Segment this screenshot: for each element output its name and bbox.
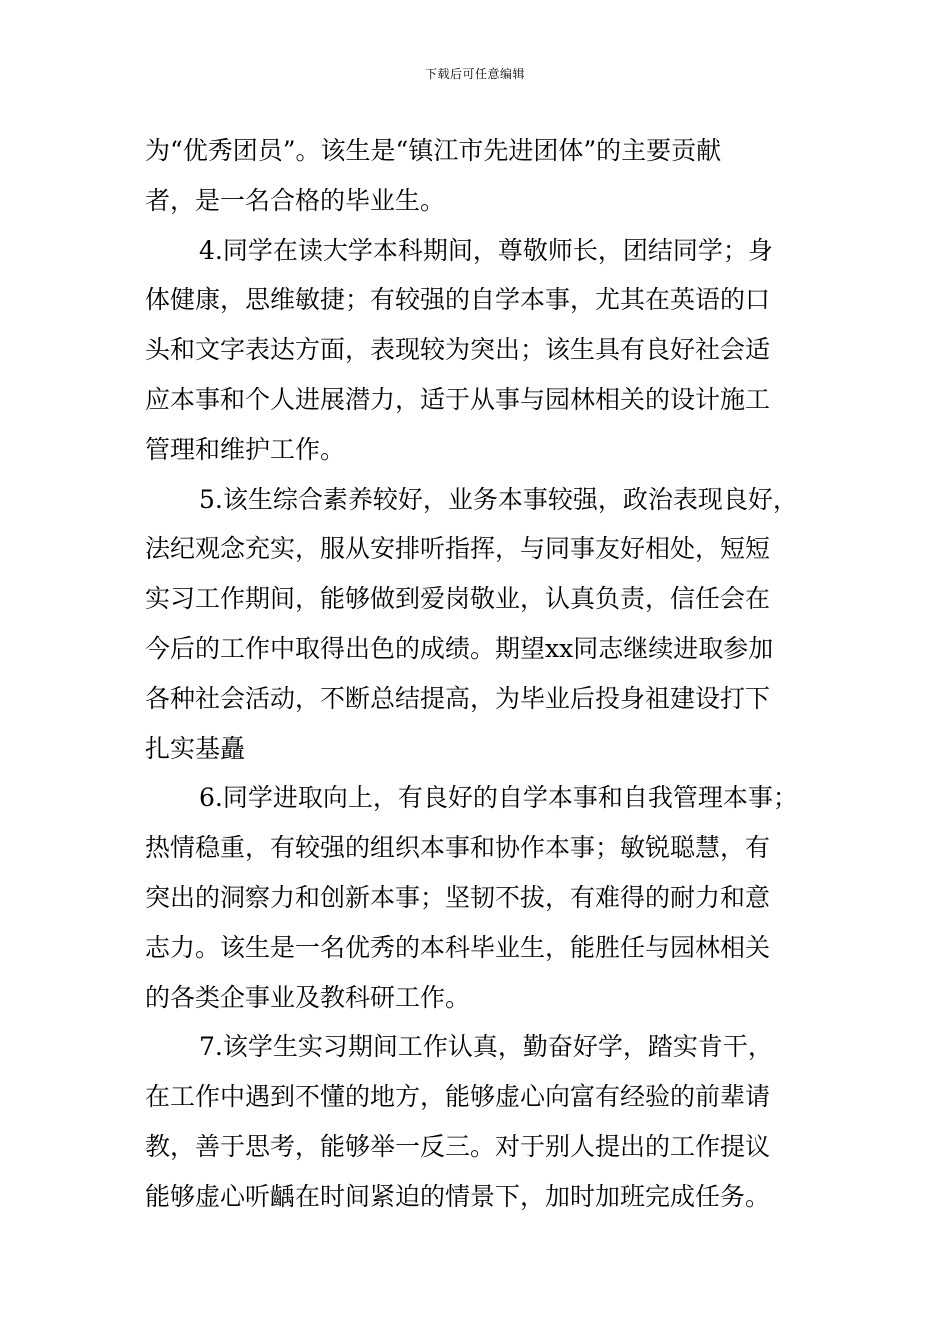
page-header: 下载后可任意编辑: [424, 67, 525, 81]
text-line: 体健康，思维敏捷；有较强的自学本事，尤其在英语的口: [145, 285, 771, 315]
text-line: 头和文字表达方面，表现较为突出；该生具有良好社会适: [145, 335, 771, 365]
text-line: 实习工作期间，能够做到爱岗敬业，认真负责，信任会在: [145, 584, 771, 614]
document-body: [145, 126, 820, 1222]
paragraph-start-item-6: 6.同学进取向上，有良好的自学本事和自我管理本事；: [199, 783, 798, 813]
text-line: 在工作中遇到不懂的地方，能够虚心向富有经验的前辈请: [145, 1082, 771, 1112]
text-line: 教，善于思考，能够举一反三。对于别人提出的工作提议: [145, 1131, 771, 1161]
text-line: 者，是一名合格的毕业生。: [145, 185, 446, 215]
paragraph-start-item-7: 7.该学生实习期间工作认真，勤奋好学，踏实肯干，: [199, 1032, 773, 1062]
text-line: 志力。该生是一名优秀的本科毕业生，能胜任与园林相关: [145, 932, 771, 962]
text-line: 的各类企事业及教科研工作。: [145, 982, 471, 1012]
paragraph-start-item-4: 4.同学在读大学本科期间，尊敬师长，团结同学；身: [199, 235, 773, 265]
text-line: 各种社会活动，不断总结提高，为毕业后投身祖建设打下: [145, 683, 771, 713]
text-line: 应本事和个人进展潜力，适于从事与园林相关的设计施工: [145, 384, 771, 414]
text-line: 扎实基矗: [145, 733, 246, 763]
text-line: 为“优秀团员”。该生是“镇江市先进团体”的主要贡献: [145, 136, 722, 165]
text-line: 法纪观念充实，服从安排听指挥，与同事友好相处，短短: [145, 534, 771, 564]
text-line: 热情稳重，有较强的组织本事和协作本事；敏锐聪慧，有: [145, 833, 771, 863]
text-line: 今后的工作中取得出色的成绩。期望xx同志继续进取参加: [145, 633, 774, 663]
text-line: 能够虚心听齲在时间紧迫的情景下，加时加班完成任务。: [145, 1181, 771, 1211]
text-line: 管理和维护工作。: [145, 434, 346, 464]
paragraph-start-item-5: 5.该生综合素养较好，业务本事较强，政治表现良好，: [199, 484, 798, 514]
text-line: 突出的洞察力和创新本事；坚韧不拔，有难得的耐力和意: [145, 882, 771, 912]
